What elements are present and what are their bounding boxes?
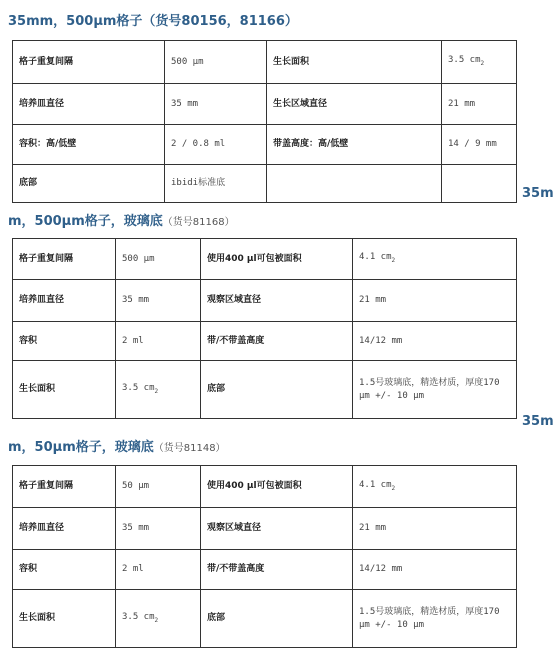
value-height-with-without-lid: 14/12 mm [353, 322, 517, 361]
label-observation-diameter: 观察区域直径 [201, 508, 353, 550]
value-height-with-without-lid: 14/12 mm [353, 550, 517, 590]
section-2-title: m，500µm格子，玻璃底（货号81168） [8, 214, 235, 229]
heading-overflow-text: 35m [522, 414, 554, 429]
table-row [13, 550, 517, 590]
value-grid-spacing: 50 µm [116, 466, 201, 508]
empty-cell [442, 165, 517, 203]
section-3-title: m，50µm格子，玻璃底（货号81148） [8, 440, 226, 455]
label-growth-region-diameter: 生长区域直径 [267, 84, 442, 125]
table-row [13, 361, 517, 419]
label-volume: 容积 [13, 322, 116, 361]
table-row [13, 41, 517, 84]
value-growth-area: 3.5 $cm_2$ [442, 41, 517, 84]
label-growth-area: 生长面积 [13, 590, 116, 648]
table-row [13, 165, 517, 203]
label-grid-spacing: 格子重复间隔 [13, 41, 165, 84]
label-height-with-without-lid: 带/不带盖高度 [201, 322, 353, 361]
value-bottom: ibidi标准底 [165, 165, 267, 203]
label-coatable-area: 使用400 µl可包被面积 [201, 466, 353, 508]
value-coatable-area: 4.1 $cm_2$ [353, 239, 517, 280]
label-bottom: 底部 [201, 361, 353, 419]
value-coatable-area: 4.1 $cm_2$ [353, 466, 517, 508]
value-growth-region-diameter: 21 mm [442, 84, 517, 125]
label-bottom: 底部 [201, 590, 353, 648]
label-dish-diameter: 培养皿直径 [13, 84, 165, 125]
value-dish-diameter: 35 mm [165, 84, 267, 125]
value-volume: 2 ml [116, 322, 201, 361]
value-grid-spacing: 500 µm [165, 41, 267, 84]
section-3-code: （货号81148） [153, 443, 226, 454]
table-row [13, 125, 517, 165]
value-grid-spacing: 500 µm [116, 239, 201, 280]
label-growth-area: 生长面积 [267, 41, 442, 84]
value-dish-diameter: 35 mm [116, 280, 201, 322]
label-coatable-area: 使用400 µl可包被面积 [201, 239, 353, 280]
label-volume: 容积：高/低壁 [13, 125, 165, 165]
label-volume: 容积 [13, 550, 116, 590]
value-dish-diameter: 35 mm [116, 508, 201, 550]
table-row [13, 280, 517, 322]
value-growth-area: 3.5 $cm_2$ [116, 361, 201, 419]
spec-table-2 [12, 238, 517, 419]
value-volume: 2 ml [116, 550, 201, 590]
value-observation-diameter: 21 mm [353, 508, 517, 550]
value-bottom: 1.5号玻璃底，精选材质，厚度170 µm +/- 10 µm [353, 361, 517, 419]
section-1-title: 35mm，500µm格子（货号80156，81166） [8, 14, 298, 29]
label-observation-diameter: 观察区域直径 [201, 280, 353, 322]
label-height-with-without-lid: 带/不带盖高度 [201, 550, 353, 590]
value-height-with-lid: 14 / 9 mm [442, 125, 517, 165]
table-row [13, 508, 517, 550]
spec-table-3 [12, 465, 517, 648]
table-row [13, 84, 517, 125]
table-row [13, 239, 517, 280]
label-dish-diameter: 培养皿直径 [13, 508, 116, 550]
value-observation-diameter: 21 mm [353, 280, 517, 322]
table-row [13, 466, 517, 508]
section-2-code: （货号81168） [162, 217, 235, 228]
table-row [13, 322, 517, 361]
value-volume: 2 / 0.8 ml [165, 125, 267, 165]
empty-cell [267, 165, 442, 203]
label-growth-area: 生长面积 [13, 361, 116, 419]
spec-table-1 [12, 40, 517, 203]
heading-overflow-text: 35m [522, 186, 554, 201]
label-dish-diameter: 培养皿直径 [13, 280, 116, 322]
value-bottom: 1.5号玻璃底，精选材质，厚度170 µm +/- 10 µm [353, 590, 517, 648]
label-bottom: 底部 [13, 165, 165, 203]
label-height-with-lid: 带盖高度：高/低壁 [267, 125, 442, 165]
value-growth-area: 3.5 $cm_2$ [116, 590, 201, 648]
label-grid-spacing: 格子重复间隔 [13, 239, 116, 280]
table-row [13, 590, 517, 648]
label-grid-spacing: 格子重复间隔 [13, 466, 116, 508]
